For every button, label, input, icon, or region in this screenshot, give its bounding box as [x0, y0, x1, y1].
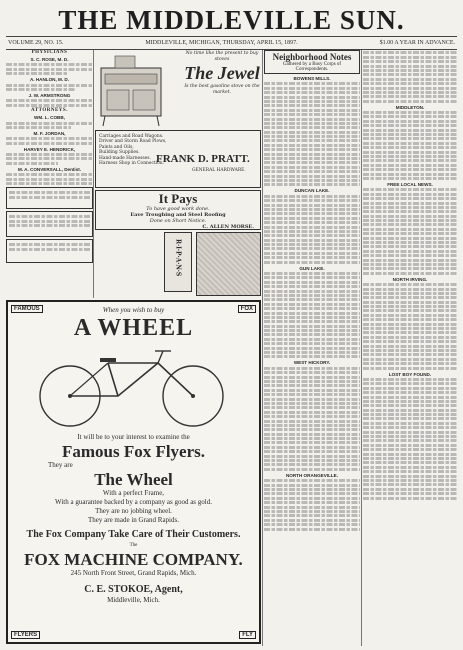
news-column [264, 50, 360, 650]
fox-flyers-title: Famous Fox Flyers. [61, 442, 206, 461]
section-heading: DUNCAN LAKE. [294, 188, 330, 194]
section-heading: LOST BOY FOUND. [388, 371, 432, 377]
wheel-headline: A WHEEL [73, 315, 194, 341]
agent-town: Middleville, Mich. [107, 596, 160, 604]
stove-ad-top: No time like the present to buy stoves [185, 51, 259, 62]
engraving-advertisement [196, 232, 261, 296]
dateline [6, 36, 457, 50]
section-heading: WEST HICKORY. [293, 360, 331, 366]
pratt-line: Driver and Storm Road Plows, [99, 139, 167, 145]
card-name: A. HANLON, M. D. [29, 77, 70, 83]
wheel-intro: When you wish to buy [102, 306, 165, 314]
stove-illustration [95, 50, 180, 128]
card-name: HARVEY E. HENDRICK, [23, 146, 76, 152]
column-rule [361, 50, 362, 646]
section-heading: NORTH ORANGEVILLE. [285, 472, 339, 478]
neighborhood-title: Neighborhood Notes [272, 52, 352, 62]
feature-line: They are no jobbing wheel. [95, 507, 172, 515]
morse-line: Eave Troughing and Steel Roofing [130, 212, 226, 218]
morse-line: To have good work done. [146, 206, 210, 212]
small-advertisement [6, 187, 93, 209]
jewel-advertisement [183, 50, 261, 128]
company-line: The Fox Company Take Care of Their Customers. [26, 529, 241, 540]
fox-wheel-advertisement: FAMOUS FOX When you wish to buy A WHEEL It will be to your interest to examine the Famous Fox Flyers. They are The Wheel With a perfect Frame, With a guarantee backed by a company as good as gold. They are no jobbing wheel. They are made in Grand Rapids. The Fox Company Take Care of Their Customers. The FOX MACHINE COMPANY. 245 North Front Street, Grand Rapids, Mich. C. E. STOKOE, Agent, Middleville, Mich. FLYERS FLY [6, 300, 261, 644]
stove-ad-bottom: Is the best gasoline stove on the market. [184, 84, 260, 95]
jewel-title: The Jewel [184, 63, 260, 84]
morse-title: It Pays [158, 191, 198, 206]
pratt-name: FRANK D. PRATT. [156, 153, 250, 165]
column-rule [262, 50, 263, 646]
morse-advertisement [95, 190, 261, 230]
they-are: They are [48, 461, 73, 469]
card-name: M. F. JORDAN, [33, 130, 66, 136]
corner-label: FAMOUS [11, 305, 43, 313]
section-title: PHYSICIANS [31, 50, 68, 55]
section-heading: MIDDLETON. [395, 104, 425, 110]
small-advertisement [6, 211, 93, 237]
section-heading: NORTH IRVING. [392, 276, 428, 282]
professional-directory [6, 50, 93, 298]
pratt-line: Paints and Oils, [99, 144, 134, 150]
volume-number: VOLUME 29, NO. 15. [8, 40, 64, 46]
corner-label: FLYERS [11, 631, 40, 639]
morse-line: Done on Short Notice. [149, 218, 207, 224]
pratt-advertisement [95, 130, 261, 188]
place-date: MIDDLEVILLE, MICHIGAN, THURSDAY, APRIL 15, 1897. [145, 40, 298, 46]
company-name: FOX MACHINE COMPANY. [24, 550, 243, 569]
agent-name: C. E. STOKOE, Agent, [84, 584, 183, 595]
feature-line: They are made in Grand Rapids. [88, 516, 179, 524]
pratt-line: Harness Shop in Connection. [99, 161, 164, 167]
ripans-advertisement [164, 232, 192, 292]
stove-advertisement [95, 50, 180, 128]
wheel-line: It will be to your interest to examine the [77, 433, 190, 441]
section-heading: FREE LOCAL NEWS. [387, 181, 433, 187]
subscription-price: $1.00 A YEAR IN ADVANCE. [379, 40, 455, 46]
company-address: 245 North Front Street, Grand Rapids, Mich. [70, 569, 197, 577]
card-name: J. W. ARMSTRONG [28, 92, 71, 98]
feature-line: With a perfect Frame, [102, 489, 165, 497]
section-title: ATTORNEYS. [31, 108, 68, 114]
morse-signature: C. ALLEN MORSE. [202, 224, 254, 230]
neighborhood-subtitle: Gathered by a Busy Corps of Correspondents. [282, 62, 342, 72]
pratt-line: Carriages and Road Wagons. [99, 134, 164, 139]
card-name: S. C. ROSE, M. D. [30, 57, 69, 62]
bicycle-illustration [8, 341, 259, 433]
corner-label: FLY [239, 631, 256, 639]
column-rule [93, 50, 94, 298]
pratt-line: Hand-made Harnesses. [99, 155, 151, 161]
neighborhood-notes-header [264, 50, 360, 74]
card-name: M. A. CONVERSALL, Dentist. [17, 166, 82, 172]
section-heading: BOWENS MILLS. [293, 76, 331, 81]
corner-label: FOX [238, 305, 256, 313]
feature-line: With a guarantee backed by a company as good as gold. [55, 498, 212, 506]
small-advertisement [6, 239, 93, 263]
pratt-line: Building Supplies. [99, 150, 140, 156]
card-name: WM. L. COBB, [34, 115, 65, 121]
ripans-label: R·I·P·A·N·S [174, 239, 182, 277]
pratt-role: GENERAL HARDWARE. [192, 168, 246, 173]
masthead-title: THE MIDDLEVILLE SUN. [58, 5, 405, 35]
the-wheel-title: The Wheel [94, 470, 173, 489]
news-column [363, 50, 457, 650]
section-heading: GUN LAKE. [299, 265, 325, 271]
